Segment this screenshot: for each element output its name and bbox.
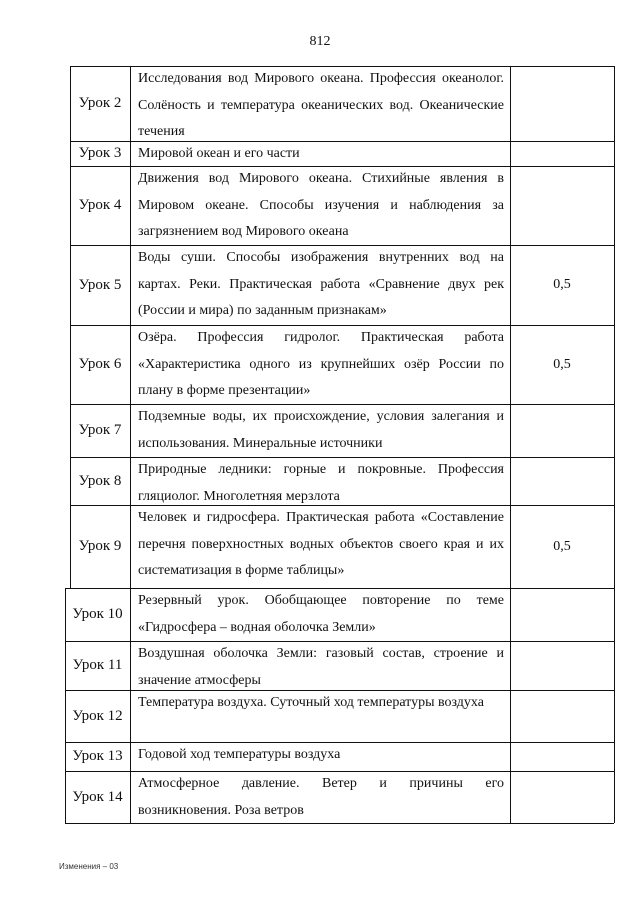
- column-divider: [65, 771, 66, 823]
- table-row: [0, 771, 614, 823]
- column-divider: [614, 742, 615, 771]
- lesson-number-cell: Урок 8: [78, 472, 122, 489]
- score-cell: [510, 66, 614, 141]
- score-cell: [510, 457, 614, 505]
- lesson-topic-cell: Подземные воды, их происхождение, условия залегания и использования. Минеральные источники: [138, 409, 504, 451]
- score-cell: 0,5: [553, 538, 571, 554]
- column-divider: [70, 66, 71, 141]
- column-divider: [65, 690, 66, 742]
- row-divider: [65, 823, 614, 824]
- table-row: [0, 141, 614, 166]
- column-divider: [614, 166, 615, 245]
- column-divider: [130, 325, 131, 404]
- column-divider: [510, 771, 511, 823]
- table-row: [0, 66, 614, 141]
- column-divider: [510, 141, 511, 166]
- row-divider: [70, 166, 614, 167]
- table-row: [0, 505, 614, 588]
- column-divider: [510, 245, 511, 325]
- column-divider: [130, 404, 131, 457]
- lesson-topic-cell: Исследования вод Мирового океана. Профессия океанолог. Солёность и температура океанических вод. Океанические течения: [138, 71, 504, 139]
- lesson-number-cell: Урок 10: [72, 606, 123, 622]
- column-divider: [130, 690, 131, 742]
- column-divider: [130, 641, 131, 690]
- column-divider: [70, 457, 71, 505]
- column-divider: [614, 505, 615, 588]
- column-divider: [130, 141, 131, 166]
- lesson-topic-cell: Природные ледники: горные и покровные. Профессия гляциолог. Многолетняя мерзлота: [138, 462, 504, 504]
- lesson-number-cell: Урок 3: [78, 145, 122, 161]
- table-row: [0, 457, 614, 505]
- lesson-number-cell: Урок 14: [72, 788, 123, 805]
- table-row: [0, 166, 614, 245]
- page-number: 812: [309, 34, 331, 49]
- score-cell: [510, 641, 614, 690]
- score-cell: [510, 690, 614, 742]
- lesson-topic-cell: Годовой ход температуры воздуха: [138, 747, 341, 762]
- lesson-topic-cell: Мировой океан и его части: [138, 146, 300, 161]
- lesson-number-cell: Урок 13: [72, 748, 123, 764]
- column-divider: [614, 690, 615, 742]
- column-divider: [614, 325, 615, 404]
- score-cell: [510, 771, 614, 823]
- score-cell: [510, 404, 614, 457]
- column-divider: [614, 588, 615, 641]
- lesson-topic-cell: Атмосферное давление. Ветер и причины его возникновения. Роза ветров: [138, 776, 504, 818]
- column-divider: [70, 141, 71, 166]
- score-cell: [510, 742, 614, 771]
- row-divider: [70, 141, 614, 142]
- column-divider: [70, 245, 71, 325]
- column-divider: [65, 742, 66, 771]
- row-divider: [70, 245, 614, 246]
- row-divider: [70, 66, 614, 67]
- table-row: [0, 690, 614, 742]
- column-divider: [65, 641, 66, 690]
- column-divider: [510, 404, 511, 457]
- lesson-number-cell: Урок 7: [78, 422, 122, 438]
- row-divider: [65, 742, 614, 743]
- lesson-topic-cell: Резервный урок. Обобщающее повторение по теме «Гидросфера – водная оболочка Земли»: [138, 593, 504, 635]
- column-divider: [70, 166, 71, 245]
- row-divider: [70, 404, 614, 405]
- lesson-number-cell: Урок 6: [78, 356, 122, 372]
- column-divider: [510, 690, 511, 742]
- lesson-number-cell: Урок 11: [72, 657, 123, 673]
- column-divider: [130, 771, 131, 823]
- lesson-topic-cell: Температура воздуха. Суточный ход температуры воздуха: [138, 695, 484, 710]
- lesson-topic-cell: Озёра. Профессия гидролог. Практическая работа «Характеристика одного из крупнейших озёр России по плану в форме презентации»: [138, 330, 504, 398]
- table-row: [0, 588, 614, 641]
- footer-revision: Изменения – 03: [59, 862, 119, 871]
- lesson-topic-cell: Воды суши. Способы изображения внутренних вод на картах. Реки. Практическая работа «Сравнение двух рек (России и мира) по заданным признакам»: [138, 250, 504, 318]
- lesson-number-cell: Урок 2: [78, 95, 122, 111]
- row-divider: [70, 505, 614, 506]
- score-cell: 0,5: [553, 277, 571, 292]
- lesson-number-cell: Урок 5: [78, 276, 122, 293]
- row-divider: [65, 771, 614, 772]
- column-divider: [510, 166, 511, 245]
- column-divider: [130, 245, 131, 325]
- column-divider: [130, 742, 131, 771]
- lesson-number-cell: Урок 9: [78, 538, 122, 554]
- score-cell: [510, 141, 614, 166]
- row-divider: [65, 588, 614, 589]
- column-divider: [510, 588, 511, 641]
- table-row: [0, 404, 614, 457]
- table-row: [0, 325, 614, 404]
- score-cell: [510, 166, 614, 245]
- column-divider: [70, 505, 71, 588]
- score-cell: 0,5: [553, 356, 571, 372]
- column-divider: [70, 325, 71, 404]
- table-row: [0, 245, 614, 325]
- row-divider: [65, 690, 614, 691]
- column-divider: [510, 505, 511, 588]
- column-divider: [510, 457, 511, 505]
- column-divider: [130, 505, 131, 588]
- column-divider: [614, 641, 615, 690]
- column-divider: [70, 404, 71, 457]
- lesson-number-cell: Урок 4: [78, 197, 122, 213]
- table-row: [0, 641, 614, 690]
- column-divider: [130, 166, 131, 245]
- lesson-topic-cell: Человек и гидросфера. Практическая работа «Составление перечня поверхностных водных объектов своего края и их систематизация в форме таблицы»: [138, 510, 504, 578]
- column-divider: [510, 641, 511, 690]
- row-divider: [70, 325, 614, 326]
- row-divider: [65, 641, 614, 642]
- column-divider: [130, 457, 131, 505]
- lesson-topic-cell: Движения вод Мирового океана. Стихийные явления в Мировом океане. Способы изучения и наблюдения за загрязнением вод Мирового океана: [138, 171, 504, 239]
- column-divider: [614, 66, 615, 141]
- table-row: [0, 742, 614, 771]
- column-divider: [614, 245, 615, 325]
- column-divider: [130, 66, 131, 141]
- column-divider: [65, 588, 66, 641]
- column-divider: [510, 66, 511, 141]
- lesson-topic-cell: Воздушная оболочка Земли: газовый состав, строение и значение атмосферы: [138, 646, 504, 688]
- score-cell: [510, 588, 614, 641]
- column-divider: [510, 325, 511, 404]
- column-divider: [130, 588, 131, 641]
- column-divider: [614, 404, 615, 457]
- column-divider: [614, 457, 615, 505]
- column-divider: [614, 141, 615, 166]
- row-divider: [70, 457, 614, 458]
- column-divider: [614, 771, 615, 823]
- lesson-number-cell: Урок 12: [72, 707, 123, 724]
- column-divider: [510, 742, 511, 771]
